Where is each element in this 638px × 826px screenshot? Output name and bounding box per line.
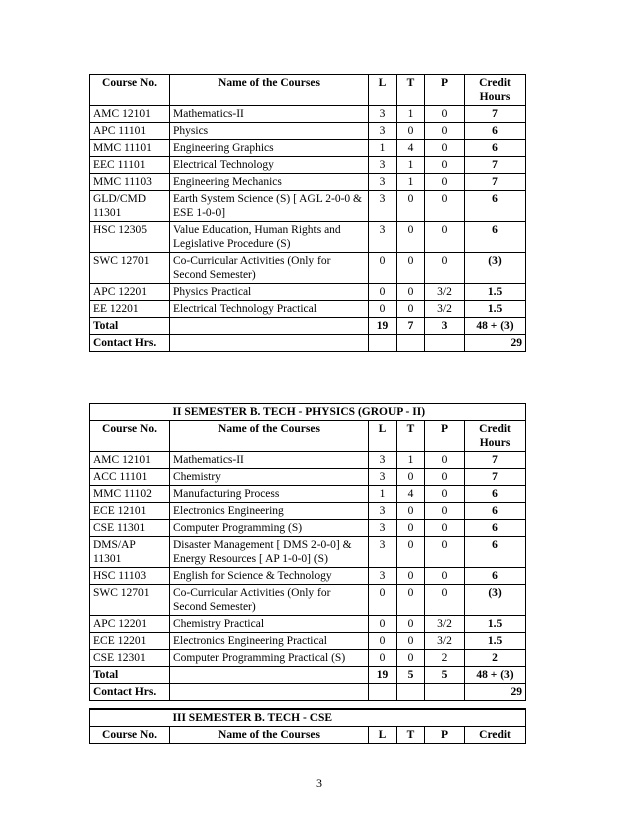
credit-cell: 6 <box>465 568 526 585</box>
course-name-cell: Co-Curricular Activities (Only for Second Semester) <box>170 585 369 616</box>
credit-cell: 6 <box>465 222 526 253</box>
p-cell: 0 <box>425 452 465 469</box>
total-l: 19 <box>369 667 397 684</box>
t-cell: 1 <box>397 157 425 174</box>
l-cell: 3 <box>369 537 397 568</box>
l-cell: 0 <box>369 253 397 284</box>
table-title: II SEMESTER B. TECH - PHYSICS (GROUP - II) <box>170 404 526 421</box>
table-row <box>90 222 526 253</box>
table-row <box>90 123 526 140</box>
l-cell: 3 <box>369 106 397 123</box>
l-cell: 0 <box>369 585 397 616</box>
contact-label: Contact Hrs. <box>90 684 170 701</box>
credit-cell: 7 <box>465 452 526 469</box>
course-no-cell: ECE 12201 <box>90 633 170 650</box>
table-row <box>90 140 526 157</box>
total-t: 5 <box>397 667 425 684</box>
t-cell: 0 <box>397 191 425 222</box>
p-cell: 3/2 <box>425 633 465 650</box>
course-name-cell: Electronics Engineering Practical <box>170 633 369 650</box>
t-cell: 0 <box>397 585 425 616</box>
p-cell: 0 <box>425 140 465 157</box>
table-row <box>90 503 526 520</box>
table-row <box>90 537 526 568</box>
t-cell: 0 <box>397 503 425 520</box>
t-cell: 0 <box>397 537 425 568</box>
t-cell: 0 <box>397 253 425 284</box>
t-cell: 4 <box>397 486 425 503</box>
p-cell: 0 <box>425 191 465 222</box>
contact-credit: 29 <box>465 684 526 701</box>
course-no-cell: EE 12201 <box>90 301 170 318</box>
course-no-cell: MMC 11102 <box>90 486 170 503</box>
table-title: III SEMESTER B. TECH - CSE <box>170 709 526 727</box>
credit-cell: 7 <box>465 469 526 486</box>
l-cell: 3 <box>369 503 397 520</box>
p-cell: 0 <box>425 486 465 503</box>
course-no-cell: APC 11101 <box>90 123 170 140</box>
p-cell: 0 <box>425 520 465 537</box>
table-title-row <box>90 709 526 727</box>
course-no-cell: SWC 12701 <box>90 253 170 284</box>
p-cell: 0 <box>425 174 465 191</box>
total-credit: 48 + (3) <box>465 667 526 684</box>
course-no-cell: APC 12201 <box>90 284 170 301</box>
credit-cell: 7 <box>465 157 526 174</box>
p-cell: 0 <box>425 157 465 174</box>
course-name-cell: Earth System Science (S) [ AGL 2-0-0 & ESE 1-0-0] <box>170 191 369 222</box>
p-cell: 0 <box>425 123 465 140</box>
contact-p <box>425 335 465 352</box>
t-cell: 1 <box>397 174 425 191</box>
p-cell: 0 <box>425 222 465 253</box>
t-cell: 0 <box>397 222 425 253</box>
course-no-cell: ECE 12101 <box>90 503 170 520</box>
l-cell: 3 <box>369 222 397 253</box>
t-cell: 0 <box>397 284 425 301</box>
p-cell: 0 <box>425 503 465 520</box>
total-label: Total <box>90 318 170 335</box>
course-name-cell: Mathematics-II <box>170 452 369 469</box>
total-t: 7 <box>397 318 425 335</box>
course-name-cell: Engineering Mechanics <box>170 174 369 191</box>
course-no-cell: EEC 11101 <box>90 157 170 174</box>
contact-p <box>425 684 465 701</box>
table-row <box>90 157 526 174</box>
credit-cell: 1.5 <box>465 284 526 301</box>
header-course-name: Name of the Courses <box>170 727 369 744</box>
l-cell: 3 <box>369 568 397 585</box>
l-cell: 3 <box>369 520 397 537</box>
l-cell: 3 <box>369 123 397 140</box>
course-name-cell: Physics Practical <box>170 284 369 301</box>
table-row <box>90 284 526 301</box>
header-l: L <box>369 727 397 744</box>
course-no-cell: AMC 12101 <box>90 106 170 123</box>
credit-cell: 7 <box>465 174 526 191</box>
t-cell: 1 <box>397 452 425 469</box>
course-no-cell: CSE 11301 <box>90 520 170 537</box>
l-cell: 0 <box>369 301 397 318</box>
credit-cell: 2 <box>465 650 526 667</box>
credit-cell: (3) <box>465 585 526 616</box>
credit-cell: 6 <box>465 520 526 537</box>
header-course-no: Course No. <box>90 421 170 452</box>
course-name-cell: Electrical Technology Practical <box>170 301 369 318</box>
table-row <box>90 469 526 486</box>
table-title-row <box>90 404 526 421</box>
table-row <box>90 452 526 469</box>
table-row <box>90 106 526 123</box>
p-cell: 0 <box>425 537 465 568</box>
course-no-cell: MMC 11103 <box>90 174 170 191</box>
t-cell: 0 <box>397 616 425 633</box>
table-row <box>90 191 526 222</box>
total-row <box>90 318 526 335</box>
l-cell: 0 <box>369 650 397 667</box>
t-cell: 0 <box>397 520 425 537</box>
table-header-row <box>90 727 526 744</box>
table-row <box>90 585 526 616</box>
t-cell: 0 <box>397 469 425 486</box>
p-cell: 2 <box>425 650 465 667</box>
p-cell: 0 <box>425 253 465 284</box>
course-table-3 <box>89 708 526 744</box>
course-name-cell: Physics <box>170 123 369 140</box>
contact-name <box>170 684 369 701</box>
total-l: 19 <box>369 318 397 335</box>
table-row <box>90 520 526 537</box>
course-name-cell: Value Education, Human Rights and Legislative Procedure (S) <box>170 222 369 253</box>
credit-cell: 6 <box>465 486 526 503</box>
table-row <box>90 568 526 585</box>
t-cell: 0 <box>397 568 425 585</box>
total-name <box>170 667 369 684</box>
contact-l <box>369 684 397 701</box>
course-no-cell: GLD/CMD 11301 <box>90 191 170 222</box>
p-cell: 0 <box>425 585 465 616</box>
total-p: 5 <box>425 667 465 684</box>
course-name-cell: Co-Curricular Activities (Only for Second Semester) <box>170 253 369 284</box>
total-credit: 48 + (3) <box>465 318 526 335</box>
credit-cell: 6 <box>465 191 526 222</box>
contact-row <box>90 684 526 701</box>
course-name-cell: Engineering Graphics <box>170 140 369 157</box>
header-t: T <box>397 75 425 106</box>
course-name-cell: Disaster Management [ DMS 2-0-0] & Energy Resources [ AP 1-0-0] (S) <box>170 537 369 568</box>
header-t: T <box>397 727 425 744</box>
table-header-row <box>90 421 526 452</box>
table1-body <box>90 106 526 318</box>
l-cell: 1 <box>369 140 397 157</box>
contact-credit: 29 <box>465 335 526 352</box>
t-cell: 4 <box>397 140 425 157</box>
p-cell: 3/2 <box>425 284 465 301</box>
course-name-cell: English for Science & Technology <box>170 568 369 585</box>
course-no-cell: DMS/AP 11301 <box>90 537 170 568</box>
header-credit: Credit Hours <box>465 75 526 106</box>
header-p: P <box>425 421 465 452</box>
credit-cell: 7 <box>465 106 526 123</box>
table-row <box>90 301 526 318</box>
total-row <box>90 667 526 684</box>
table-row <box>90 174 526 191</box>
header-p: P <box>425 75 465 106</box>
l-cell: 3 <box>369 191 397 222</box>
contact-t <box>397 684 425 701</box>
header-credit: Credit <box>465 727 526 744</box>
course-table-2 <box>89 403 526 701</box>
header-t: T <box>397 421 425 452</box>
contact-label: Contact Hrs. <box>90 335 170 352</box>
p-cell: 0 <box>425 568 465 585</box>
t-cell: 0 <box>397 633 425 650</box>
course-no-cell: APC 12201 <box>90 616 170 633</box>
table2-body <box>90 452 526 667</box>
course-no-cell: HSC 12305 <box>90 222 170 253</box>
header-course-no: Course No. <box>90 727 170 744</box>
title-spacer <box>90 404 170 421</box>
contact-name <box>170 335 369 352</box>
header-p: P <box>425 727 465 744</box>
t-cell: 1 <box>397 106 425 123</box>
course-table-1 <box>89 74 526 352</box>
credit-cell: 6 <box>465 503 526 520</box>
header-l: L <box>369 75 397 106</box>
table-row <box>90 633 526 650</box>
header-credit: Credit Hours <box>465 421 526 452</box>
credit-cell: 6 <box>465 123 526 140</box>
course-name-cell: Electrical Technology <box>170 157 369 174</box>
l-cell: 0 <box>369 633 397 650</box>
t-cell: 0 <box>397 650 425 667</box>
total-name <box>170 318 369 335</box>
credit-cell: 6 <box>465 537 526 568</box>
table-row <box>90 253 526 284</box>
title-spacer <box>90 709 170 727</box>
credit-cell: 1.5 <box>465 633 526 650</box>
t-cell: 0 <box>397 123 425 140</box>
course-no-cell: CSE 12301 <box>90 650 170 667</box>
contact-l <box>369 335 397 352</box>
header-course-no: Course No. <box>90 75 170 106</box>
l-cell: 3 <box>369 452 397 469</box>
l-cell: 3 <box>369 157 397 174</box>
course-name-cell: Chemistry <box>170 469 369 486</box>
l-cell: 3 <box>369 174 397 191</box>
course-name-cell: Computer Programming (S) <box>170 520 369 537</box>
credit-cell: (3) <box>465 253 526 284</box>
credit-cell: 6 <box>465 140 526 157</box>
course-no-cell: HSC 11103 <box>90 568 170 585</box>
course-no-cell: MMC 11101 <box>90 140 170 157</box>
contact-row <box>90 335 526 352</box>
l-cell: 1 <box>369 486 397 503</box>
credit-cell: 1.5 <box>465 301 526 318</box>
course-name-cell: Manufacturing Process <box>170 486 369 503</box>
table-row <box>90 650 526 667</box>
header-course-name: Name of the Courses <box>170 421 369 452</box>
header-l: L <box>369 421 397 452</box>
l-cell: 3 <box>369 469 397 486</box>
credit-cell: 1.5 <box>465 616 526 633</box>
p-cell: 3/2 <box>425 616 465 633</box>
total-p: 3 <box>425 318 465 335</box>
course-no-cell: ACC 11101 <box>90 469 170 486</box>
course-name-cell: Mathematics-II <box>170 106 369 123</box>
l-cell: 0 <box>369 616 397 633</box>
p-cell: 0 <box>425 106 465 123</box>
course-no-cell: SWC 12701 <box>90 585 170 616</box>
table-row <box>90 616 526 633</box>
course-no-cell: AMC 12101 <box>90 452 170 469</box>
p-cell: 3/2 <box>425 301 465 318</box>
page-number: 3 <box>316 776 322 790</box>
table-row <box>90 486 526 503</box>
course-name-cell: Computer Programming Practical (S) <box>170 650 369 667</box>
contact-t <box>397 335 425 352</box>
t-cell: 0 <box>397 301 425 318</box>
header-course-name: Name of the Courses <box>170 75 369 106</box>
p-cell: 0 <box>425 469 465 486</box>
total-label: Total <box>90 667 170 684</box>
table-header-row <box>90 75 526 106</box>
course-name-cell: Chemistry Practical <box>170 616 369 633</box>
course-name-cell: Electronics Engineering <box>170 503 369 520</box>
l-cell: 0 <box>369 284 397 301</box>
